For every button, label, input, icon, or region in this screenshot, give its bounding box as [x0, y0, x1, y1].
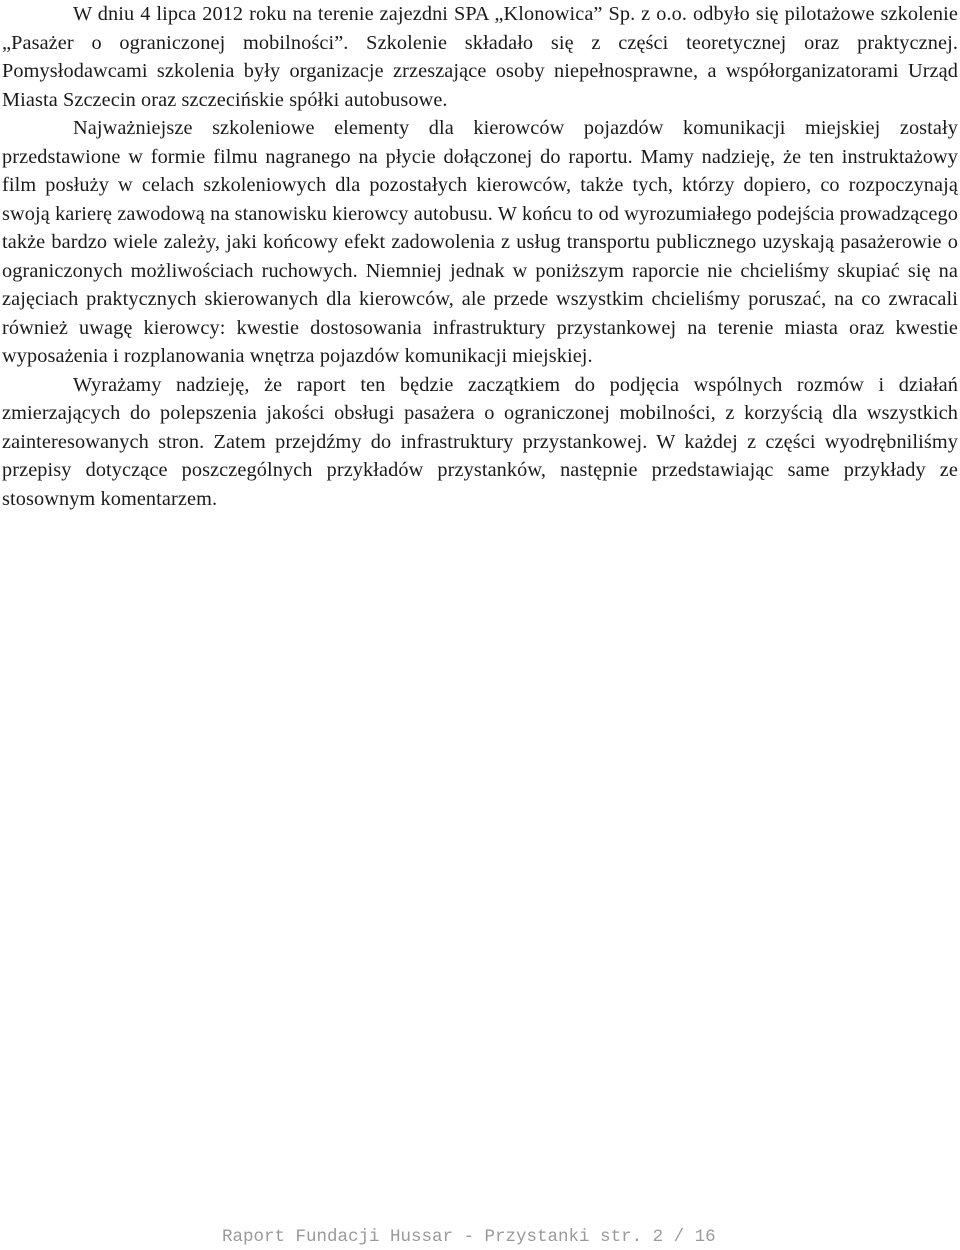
document-body	[2, 0, 958, 513]
footer-label: Raport Fundacji Hussar - Przystanki str.	[222, 1227, 643, 1247]
page-number: 2 / 16	[652, 1227, 716, 1247]
page-footer	[222, 1224, 716, 1250]
paragraph-2: Najważniejsze szkoleniowe elementy dla kierowców pojazdów komunikacji miejskiej zostały przedstawione w formie filmu nagranego na płycie dołączonej do raportu. Mamy nadzieję, że ten instruktażowy film posłuży w celach szkoleniowych dla pozostałych kierowców, także tych, którzy dopiero, co rozpoczynają swoją karierę zawodową na stanowisku kierowcy autobusu. W końcu to od wyrozumiałego podejścia prowadzącego także bardzo wiele zależy, jaki końcowy efekt zadowolenia z usług transportu publicznego uzyskają pasażerowie o ograniczonych możliwościach ruchowych. Niemniej jednak w poniższym raporcie nie chcieliśmy skupiać się na zajęciach praktycznych skierowanych dla kierowców, ale przede wszystkim chcieliśmy poruszać, na co zwracali również uwagę kierowcy: kwestie dostosowania infrastruktury przystankowej na terenie miasta oraz kwestie wyposażenia i rozplanowania wnętrza pojazdów komunikacji miejskiej.	[2, 117, 958, 367]
paragraph-1: W dniu 4 lipca 2012 roku na terenie zajezdni SPA „Klonowica” Sp. z o.o. odbyło się pilotażowe szkolenie „Pasażer o ograniczonej mobilności”. Szkolenie składało się z części teoretycznej oraz praktycznej. Pomysłodawcami szkolenia były organizacje zrzeszające osoby niepełnosprawne, a współorganizatorami Urząd Miasta Szczecin oraz szczecińskie spółki autobusowe.	[2, 3, 958, 111]
paragraph-3: Wyrażamy nadzieję, że raport ten będzie zaczątkiem do podjęcia wspólnych rozmów i działań zmierzających do polepszenia jakości obsługi pasażera o ograniczonej mobilności, z korzyścią dla wszystkich zainteresowanych stron. Zatem przejdźmy do infrastruktury przystankowej. W każdej z części wyodrębniliśmy przepisy dotyczące poszczególnych przykładów przystanków, następnie przedstawiając same przykłady ze stosownym komentarzem.	[2, 373, 958, 510]
